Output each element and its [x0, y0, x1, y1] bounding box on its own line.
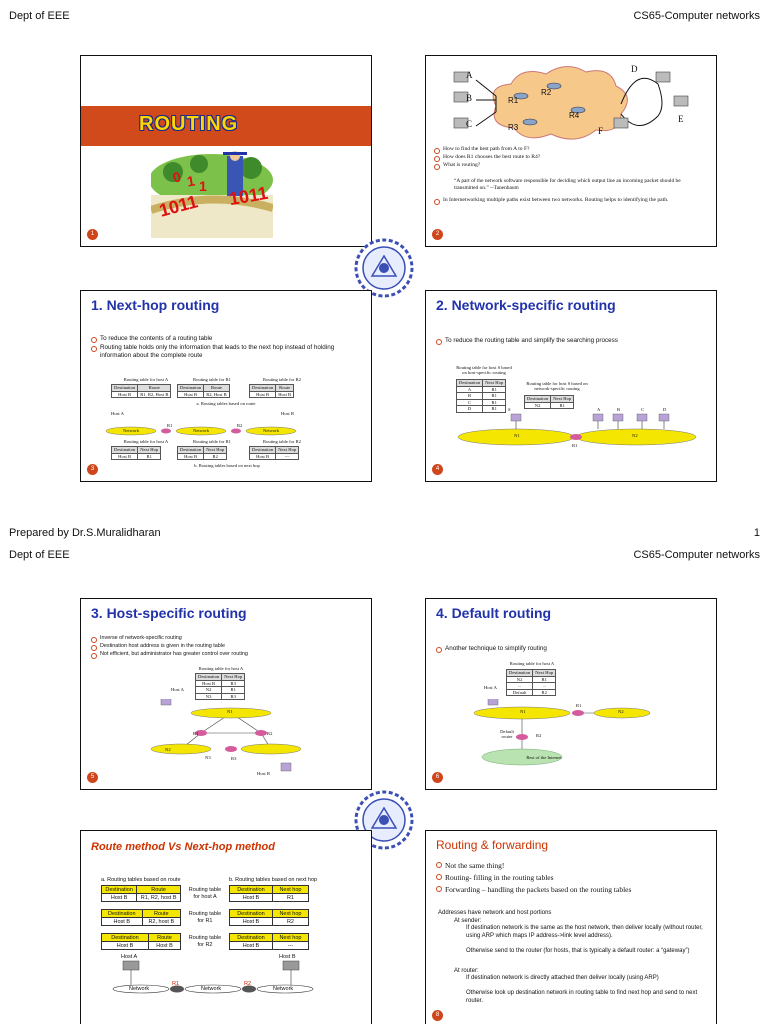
- net-label: Host B: [281, 411, 294, 416]
- bullet-item: To reduce the routing table and simplify the searching process: [436, 337, 706, 345]
- cell: Host B: [250, 391, 276, 398]
- default-routing-table: [506, 669, 556, 696]
- slide-title: Routing & forwarding: [436, 838, 549, 852]
- node-label: N1: [514, 433, 520, 438]
- node-label: R1: [572, 443, 578, 448]
- page-footer-left: Prepared by Dr.S.Muralidharan: [9, 527, 161, 539]
- net-label: R2: [237, 423, 243, 428]
- node-label: N2: [632, 433, 638, 438]
- cell: R1: [222, 687, 245, 694]
- col-header: Destination: [230, 934, 273, 942]
- col-header: Destination: [457, 380, 483, 387]
- router-label: R4: [569, 111, 580, 120]
- cell: A: [457, 386, 483, 393]
- slide-8: [425, 830, 717, 1024]
- cell: N2: [196, 687, 222, 694]
- slide-number: 8: [432, 1010, 443, 1021]
- host-specific-table: [456, 379, 506, 413]
- table-caption: Routing table for R1: [193, 377, 231, 382]
- art-digits-right: 1011: [227, 182, 270, 210]
- bullet-item: Not efficient, but administrator has greater control over routing: [91, 651, 361, 658]
- node-label: R2: [267, 731, 273, 736]
- nexthop-table-r2: [249, 446, 299, 460]
- col-header: Destination: [525, 396, 551, 403]
- net-label: R1: [167, 423, 173, 428]
- cell: B: [457, 393, 483, 400]
- body-text: Otherwise send to the router (for hosts, that is typically a default router: a “gateway”): [466, 948, 690, 954]
- page-footer-right: 1: [753, 527, 760, 539]
- host-label: C: [466, 119, 473, 129]
- col-header: Next hop: [272, 910, 308, 918]
- col-header: Destination: [102, 934, 149, 942]
- router-label: R3: [508, 123, 519, 132]
- slide-number: 1: [87, 229, 98, 240]
- route-table-r2: [101, 933, 181, 950]
- slide-title: Route method Vs Next-hop method: [91, 841, 275, 853]
- cell: D: [457, 406, 483, 413]
- table-caption: Routing table for host A: [509, 661, 555, 666]
- node-label: N1: [227, 709, 233, 714]
- host-label: D: [631, 64, 638, 74]
- col-header: Next hop: [272, 934, 308, 942]
- left-caption: a. Routing tables based on route: [101, 877, 181, 883]
- nexthop-table-host-a: [111, 446, 161, 460]
- art-digit: 1: [185, 172, 197, 190]
- cell: R1: [138, 453, 161, 460]
- node-label: R3: [231, 756, 237, 761]
- net-label: Network: [263, 428, 280, 433]
- node-label: N2: [618, 709, 624, 714]
- node-label: N3: [205, 755, 211, 760]
- net-label: Network: [201, 986, 222, 992]
- col-header: Next Hop: [483, 380, 506, 387]
- sub-bullet: “A part of the network software responsible for deciding which output line an incoming packet should be transmitted on.” --Tanenbaum: [454, 178, 681, 191]
- route-table-host-a: [101, 885, 181, 902]
- cell: R3: [222, 693, 245, 700]
- node-label: R1: [576, 703, 582, 708]
- host-label: E: [678, 114, 684, 124]
- node-label: Default router: [500, 729, 514, 739]
- network-diagram: [101, 959, 321, 999]
- body-text: At router:: [454, 968, 479, 974]
- table-caption: Routing table for host A: [123, 439, 169, 444]
- bullet-item: What is routing?: [434, 162, 709, 169]
- cell: R1: [483, 399, 506, 406]
- slide-number: 6: [432, 772, 443, 783]
- table1-caption: Routing table for host S based on host-specific routing: [456, 365, 512, 375]
- col-header: Route: [204, 385, 230, 392]
- col-header: Destination: [102, 910, 143, 918]
- col-header: Next Hop: [276, 447, 299, 454]
- table-caption: Routing table for host A: [123, 377, 169, 382]
- slide-number: 3: [87, 464, 98, 475]
- net-label: Network: [129, 986, 150, 992]
- body-text: At sender:: [454, 918, 482, 924]
- cell: Host B: [230, 894, 273, 902]
- col-header: Next hop: [272, 886, 308, 894]
- caption-a: a. Routing tables based on route: [196, 401, 256, 406]
- slide-2: [425, 55, 717, 247]
- cell: R1: [483, 406, 506, 413]
- col-header: Destination: [507, 670, 533, 677]
- net-label: Network: [123, 428, 140, 433]
- slide-number: 2: [432, 229, 443, 240]
- cell: Host B: [102, 894, 137, 902]
- col-header: Next Hop: [138, 447, 161, 454]
- col-header: Next Hop: [222, 674, 245, 681]
- body-text: Addresses have network and host portions: [438, 910, 552, 916]
- table2-caption: Routing table for host S based on network-specific routing: [526, 381, 588, 391]
- col-header: Route: [138, 385, 171, 392]
- network-diagram: [446, 411, 716, 459]
- cell: N2: [507, 676, 533, 683]
- cell: R1, R2, host B: [137, 894, 181, 902]
- body-text: Otherwise look up destination network in routing table to find next hop and send to next router.: [466, 990, 698, 1004]
- cell: Host B: [102, 918, 143, 926]
- slide-title: 4. Default routing: [436, 605, 552, 621]
- cell: Host B: [276, 391, 294, 398]
- slide-1: [80, 55, 372, 247]
- slide2-bullets: [434, 146, 709, 170]
- router-label: R2: [541, 88, 552, 97]
- host-label: A: [466, 70, 473, 80]
- node-label: A: [597, 407, 601, 412]
- page-header-left: Dept of EEE: [9, 549, 70, 561]
- col-header: Destination: [250, 447, 276, 454]
- slide6-bullets: [436, 645, 706, 654]
- cell: ---: [276, 453, 299, 460]
- bullet-item: Destination host address is given in the routing table: [91, 643, 361, 650]
- bullet-item: Not the same thing!: [436, 860, 711, 871]
- middle-label: Routing table for R2: [188, 935, 222, 948]
- cell: ...: [533, 683, 556, 690]
- node-label: B: [617, 407, 621, 412]
- col-header: Destination: [230, 886, 273, 894]
- col-header: Next Hop: [204, 447, 227, 454]
- cell: R1: [483, 386, 506, 393]
- node-label: Host A: [484, 685, 497, 690]
- slide3-bullets: [91, 335, 346, 361]
- cell: Host B: [250, 453, 276, 460]
- cell: Host B: [102, 942, 149, 950]
- node-label: Host B: [257, 771, 270, 776]
- bullet-item: Routing table holds only the information that leads to the next hop instead of holding information about the complete route: [91, 344, 346, 360]
- node-label: N1: [520, 709, 526, 714]
- cell: R1: [272, 894, 308, 902]
- cell: R2: [533, 689, 556, 696]
- slide2-bullets-2: [434, 197, 709, 205]
- col-header: Route: [276, 385, 294, 392]
- col-header: Destination: [230, 910, 273, 918]
- page-header-left: Dept of EEE: [9, 10, 70, 22]
- slide-7: [80, 830, 372, 1024]
- router-label: R1: [508, 96, 519, 105]
- cell: ...: [507, 683, 533, 690]
- slide-title: 1. Next-hop routing: [91, 297, 220, 313]
- cell: Default: [507, 689, 533, 696]
- node-label: R2: [536, 733, 542, 738]
- node-label: Host A: [171, 687, 184, 692]
- body-text: If destination network is directly attached then deliver locally (using ARP): [466, 975, 659, 981]
- slide-6: [425, 598, 717, 790]
- route-table-r1: [101, 909, 181, 926]
- slide-4: [425, 290, 717, 482]
- cell: Host B: [230, 918, 273, 926]
- table-caption: Routing table for R2: [263, 439, 301, 444]
- cell: Host B: [230, 942, 273, 950]
- slide8-bullets: [436, 860, 711, 896]
- art-digit: 1: [199, 178, 207, 194]
- cell: C: [457, 399, 483, 406]
- node-label: D: [663, 407, 667, 412]
- table-caption: Routing table for R2: [263, 377, 301, 382]
- cell: Host B: [178, 391, 204, 398]
- bullet-item: Forwarding – handling the packets based on the routing tables: [436, 884, 711, 895]
- nexthop-table-r1: [177, 446, 227, 460]
- node-label: S: [508, 407, 511, 412]
- node-label: R1: [193, 731, 199, 736]
- node-label: N2: [165, 747, 171, 752]
- net-label: Network: [273, 986, 294, 992]
- net-label: R1: [172, 981, 180, 987]
- cell: N2: [525, 402, 551, 409]
- art-digits-left: 1011: [156, 191, 200, 221]
- col-header: Route: [142, 910, 180, 918]
- caption-b: b. Routing tables based on next hop: [194, 463, 260, 468]
- slide-number: 4: [432, 464, 443, 475]
- cell: R2: [272, 918, 308, 926]
- bullet-item: How does R1 chooses the best route to R4?: [434, 154, 709, 161]
- slide-number: 5: [87, 772, 98, 783]
- col-header: Route: [148, 934, 180, 942]
- col-header: Destination: [112, 447, 138, 454]
- routing-title: ROUTING: [139, 113, 239, 135]
- col-header: Next Hop: [533, 670, 556, 677]
- col-header: Destination: [250, 385, 276, 392]
- right-caption: b. Routing tables based on next hop: [229, 877, 318, 883]
- col-header: Route: [137, 886, 181, 894]
- cell: Host B: [148, 942, 180, 950]
- bullet-item: To reduce the contents of a routing table: [91, 335, 346, 343]
- route-table-r1: [177, 384, 230, 398]
- host-specific-table: [195, 673, 245, 700]
- cell: Host B: [196, 680, 222, 687]
- col-header: Destination: [112, 385, 138, 392]
- nexthop-table-r1: [229, 909, 309, 926]
- slide4-bullets: [436, 337, 706, 346]
- bullet-item: Routing- filling in the routing tables: [436, 872, 711, 883]
- net-label: Host A: [111, 411, 124, 416]
- cell: ---: [272, 942, 308, 950]
- col-header: Destination: [102, 886, 137, 894]
- bullet-item: Another technique to simplify routing: [436, 645, 706, 653]
- cell: R1: [483, 393, 506, 400]
- host-label: B: [466, 93, 473, 103]
- route-table-host-a: [111, 384, 171, 398]
- net-label: Network: [193, 428, 210, 433]
- bullet-item: Inverse of network-specific routing: [91, 635, 361, 642]
- table-caption: Routing table for host A: [198, 666, 244, 671]
- slide-3: [80, 290, 372, 482]
- bullet-item: How to find the best path from A to F?: [434, 146, 709, 153]
- cell: R1: [533, 676, 556, 683]
- slide-title: 3. Host-specific routing: [91, 605, 247, 621]
- bullet-item: In Internetworking multiple paths exist between two networks. Routing helps to identifying the path.: [434, 197, 709, 204]
- col-header: Destination: [178, 447, 204, 454]
- net-label: Host A: [121, 954, 138, 960]
- node-label: C: [641, 407, 645, 412]
- cell: R1, R2, Host B: [138, 391, 171, 398]
- cell: R1: [551, 402, 574, 409]
- cell: R2: [204, 453, 227, 460]
- cell: N3: [196, 693, 222, 700]
- slide-title: 2. Network-specific routing: [436, 297, 616, 313]
- route-table-r2: [249, 384, 294, 398]
- body-text: If destination network is the same as the host network, then deliver locally (without router, using ARP which maps IP address->link level address).: [466, 925, 703, 939]
- slide5-bullets: [91, 635, 361, 659]
- table-caption: Routing table for R1: [193, 439, 231, 444]
- slide-5: [80, 598, 372, 790]
- cell: Host B: [112, 453, 138, 460]
- col-header: Destination: [196, 674, 222, 681]
- host-label: F: [598, 126, 604, 136]
- page-header-right: CS65-Computer networks: [633, 10, 760, 22]
- cell: Host B: [178, 453, 204, 460]
- net-label: R2: [244, 981, 252, 987]
- col-header: Next Hop: [551, 396, 574, 403]
- page-header-right: CS65-Computer networks: [633, 549, 760, 561]
- cell: R3: [222, 680, 245, 687]
- middle-label: Routing table for host A: [188, 887, 222, 900]
- network-specific-table: [524, 395, 574, 409]
- net-label: Host B: [279, 954, 296, 960]
- art-digit: 0: [171, 168, 183, 186]
- cell: R2, host B: [142, 918, 180, 926]
- node-label: Rest of the Internet: [526, 755, 562, 760]
- nexthop-table-host-a: [229, 885, 309, 902]
- nexthop-table-r2: [229, 933, 309, 950]
- cell: Host B: [112, 391, 138, 398]
- col-header: Destination: [178, 385, 204, 392]
- college-logo: [354, 238, 414, 298]
- middle-label: Routing table for R1: [188, 911, 222, 924]
- cell: R2, Host B: [204, 391, 230, 398]
